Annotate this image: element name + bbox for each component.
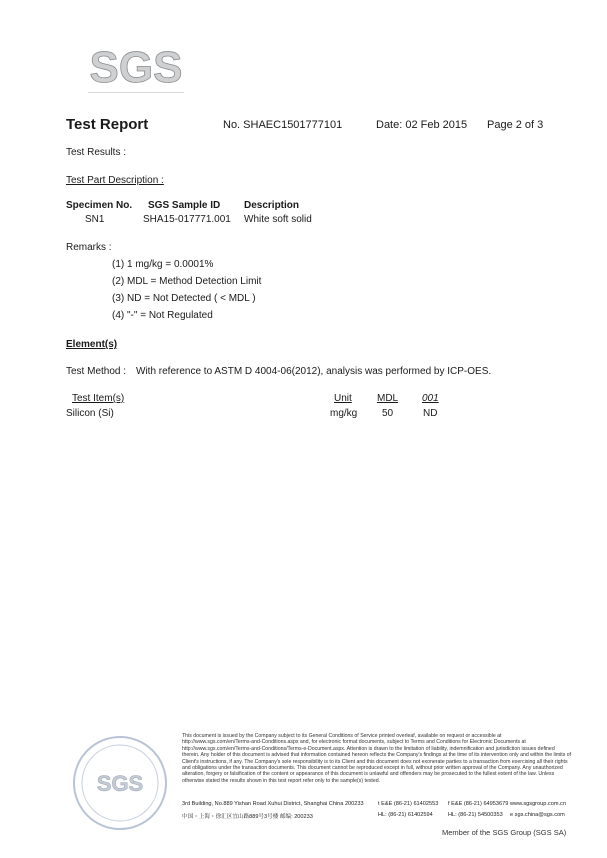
col-sample-id: SGS Sample ID xyxy=(148,200,221,211)
footer-disclaimer: This document is issued by the Company subject to its General Conditions of Service printed overleaf, available on request or accessible at http://www.sgs.com/en/Terms-and-Conditions.aspx and, for electronic format documents, subject to Terms and Conditions for Electronic Documents at http://www.sgs.com/en/Terms-and-Conditions/Terms-e-Document.aspx. Attention is drawn to the limitation of liability, indemnification and jurisdiction issues defined therein. Any holder of this document is advised that information contained hereon reflects the Company's findings at the time of its intervention only and within the limits of Client's instructions, if any. The Company's sole responsibility is to its Client and this document does not exonerate parties to a transaction from exercising all their rights and obligations under the transaction documents. This document cannot be reproduced except in full, without prior written approval of the Company. Any unauthorized alteration, forgery or falsification of the content or appearance of this document is unlawful and offenders may be prosecuted to the fullest extent of the law. Unless otherwise stated the results shown in this test report refer only to the sample(s) tested. xyxy=(182,733,572,784)
test-method-text: With reference to ASTM D 4004-06(2012), analysis was performed by ICP-OES. xyxy=(136,366,492,377)
footer-email: e sgs.china@sgs.com xyxy=(510,812,565,818)
footer-fax: f E&E (86-21) 64953679 xyxy=(448,801,509,807)
remarks-label: Remarks : xyxy=(66,242,112,253)
remark-item: (4) "-" = Not Regulated xyxy=(112,310,213,321)
footer-web: www.sgsgroup.com.cn xyxy=(510,801,566,807)
footer-tel: t E&E (86-21) 61402553 xyxy=(378,801,439,807)
col-specimen-no: Specimen No. xyxy=(66,200,133,211)
specimen-no-value: SN1 xyxy=(85,214,105,225)
logo-divider xyxy=(88,92,184,93)
remark-item: (2) MDL = Method Detection Limit xyxy=(112,276,262,287)
footer-fax2: HL: (86-21) 54500353 xyxy=(448,812,503,818)
report-number: No. SHAEC1501777101 xyxy=(223,119,343,131)
description-value: White soft solid xyxy=(244,214,312,225)
footer-member: Member of the SGS Group (SGS SA) xyxy=(442,828,567,837)
elements-heading: Element(s) xyxy=(66,339,118,350)
part-description-heading: Test Part Description : xyxy=(66,175,164,186)
col-result-001: 001 xyxy=(422,393,439,404)
footer-tel2: HL: (86-21) 61402594 xyxy=(378,812,433,818)
footer-address-cn: 中国・上海・徐汇区宜山路889号3号楼 邮编: 200233 xyxy=(182,814,313,820)
remark-item: (1) 1 mg/kg = 0.0001% xyxy=(112,259,214,270)
svg-text:SGS: SGS xyxy=(96,771,144,796)
sgs-logo-text: SGS xyxy=(89,43,183,90)
footer-address-en: 3rd Building, No.889 Yishan Road Xuhui District, Shanghai China 200233 xyxy=(182,801,364,807)
report-title: Test Report xyxy=(66,116,149,133)
sgs-logo xyxy=(88,38,184,90)
test-results-label: Test Results : xyxy=(66,147,127,158)
sgs-testing-service-seal xyxy=(70,733,170,833)
col-unit: Unit xyxy=(334,393,352,404)
result-value: ND xyxy=(423,408,438,419)
report-date: Date: 02 Feb 2015 xyxy=(376,119,468,131)
col-mdl: MDL xyxy=(377,393,399,404)
col-test-item: Test Item(s) xyxy=(72,393,125,404)
col-description: Description xyxy=(244,200,300,211)
result-unit: mg/kg xyxy=(330,408,358,419)
result-item: Silicon (Si) xyxy=(66,408,114,419)
sample-id-value: SHA15-017771.001 xyxy=(143,214,231,225)
page-indicator: Page 2 of 3 xyxy=(487,119,544,131)
result-mdl: 50 xyxy=(382,408,394,419)
test-method-label: Test Method : xyxy=(66,366,127,377)
remark-item: (3) ND = Not Detected ( < MDL ) xyxy=(112,293,256,304)
